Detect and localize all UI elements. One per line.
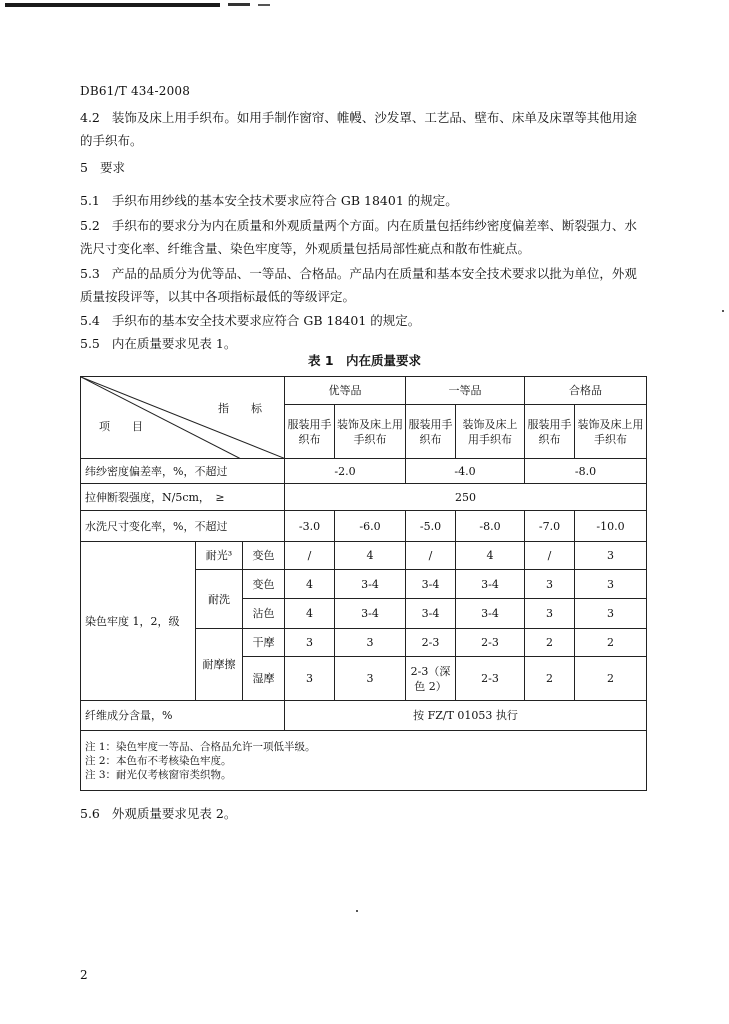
table-row: 纤维成分含量，% 按 FZ/T 01053 执行 bbox=[81, 701, 647, 731]
grade-header: 合格品 bbox=[525, 377, 647, 405]
table-row: 耐洗 变色 4 3-4 3-4 3-4 3 3 bbox=[81, 570, 647, 599]
table-row: 耐摩擦 干摩 3 3 2-3 2-3 2 2 bbox=[81, 629, 647, 657]
table-corner-header bbox=[81, 377, 285, 459]
table-notes-row bbox=[81, 731, 647, 791]
table-row: 纬纱密度偏差率，%，不超过 -2.0 -4.0 -8.0 bbox=[81, 459, 647, 484]
subcol-header: 装饰及床上用手织布 bbox=[575, 405, 647, 459]
subcol-header: 服装用手织布 bbox=[285, 405, 335, 459]
paragraph-5-3: 5.3 产品的品质分为优等品、一等品、合格品。产品内在质量和基本安全技术要求以批为单位，外观质量按段评等，以其中各项指标最低的等级评定。 bbox=[80, 266, 637, 304]
dye-fastness-label: 染色牢度 1，2，级 bbox=[81, 542, 196, 701]
paragraph-5-4: 5.4 手织布的基本安全技术要求应符合 GB 18401 的规定。 bbox=[80, 313, 421, 328]
corner-label-index: 指 标 bbox=[218, 402, 263, 415]
section-heading-5: 5 要求 bbox=[80, 160, 125, 175]
paragraph-5-6: 5.6 外观质量要求见表 2。 bbox=[80, 806, 237, 821]
subcol-header: 服装用手织布 bbox=[406, 405, 456, 459]
paragraph-5-2: 5.2 手织布的要求分为内在质量和外观质量两个方面。内在质量包括纬纱密度偏差率、断裂强力、水洗尺寸变化率、纤维含量、染色牢度等，外观质量包括局部性疵点和散布性疵点。 bbox=[80, 218, 637, 256]
scan-speck bbox=[722, 310, 724, 312]
scan-edge-mark bbox=[258, 4, 270, 6]
grade-header: 优等品 bbox=[285, 377, 406, 405]
scan-edge-mark bbox=[228, 3, 250, 6]
standard-code: DB61/T 434-2008 bbox=[80, 84, 191, 98]
table-row: 拉伸断裂强度，N/5cm， ≥ 250 bbox=[81, 484, 647, 511]
table-row: 染色牢度 1，2，级 耐光³ 变色 / 4 / 4 / 3 bbox=[81, 542, 647, 570]
page-number: 2 bbox=[80, 968, 88, 982]
scan-edge-mark bbox=[5, 3, 220, 7]
scan-speck bbox=[356, 910, 358, 912]
subcol-header: 装饰及床上用手织布 bbox=[335, 405, 406, 459]
paragraph-5-1: 5.1 手织布用纱线的基本安全技术要求应符合 GB 18401 的规定。 bbox=[80, 193, 458, 208]
subcol-header: 服装用手织布 bbox=[525, 405, 575, 459]
table-row: 湿摩 3 3 2-3（深色 2） 2-3 2 2 bbox=[81, 657, 647, 701]
corner-diagonal-lines bbox=[81, 377, 286, 459]
table-note: 注 1：染色牢度一等品、合格品允许一项低半级。 bbox=[85, 740, 316, 753]
table-note: 注 3：耐光仅考核窗帘类织物。 bbox=[85, 768, 232, 781]
paragraph-4-2: 4.2 装饰及床上用手织布。如用手制作窗帘、帷幔、沙发罩、工艺品、壁布、床单及床罩等其他用途的手织布。 bbox=[80, 110, 637, 148]
subcol-header: 装饰及床上用手织布 bbox=[456, 405, 525, 459]
table-note: 注 2：本色布不考核染色牢度。 bbox=[85, 754, 232, 767]
table-row: 沾色 4 3-4 3-4 3-4 3 3 bbox=[81, 599, 647, 629]
table-caption: 表 1 内在质量要求 bbox=[307, 353, 422, 368]
paragraph-5-5: 5.5 内在质量要求见表 1。 bbox=[80, 336, 237, 351]
grade-header: 一等品 bbox=[406, 377, 525, 405]
corner-label-item: 项 目 bbox=[99, 420, 143, 433]
quality-table bbox=[80, 376, 647, 791]
table-row: 水洗尺寸变化率，%，不超过 -3.0 -6.0 -5.0 -8.0 -7.0 -10.0 bbox=[81, 511, 647, 542]
